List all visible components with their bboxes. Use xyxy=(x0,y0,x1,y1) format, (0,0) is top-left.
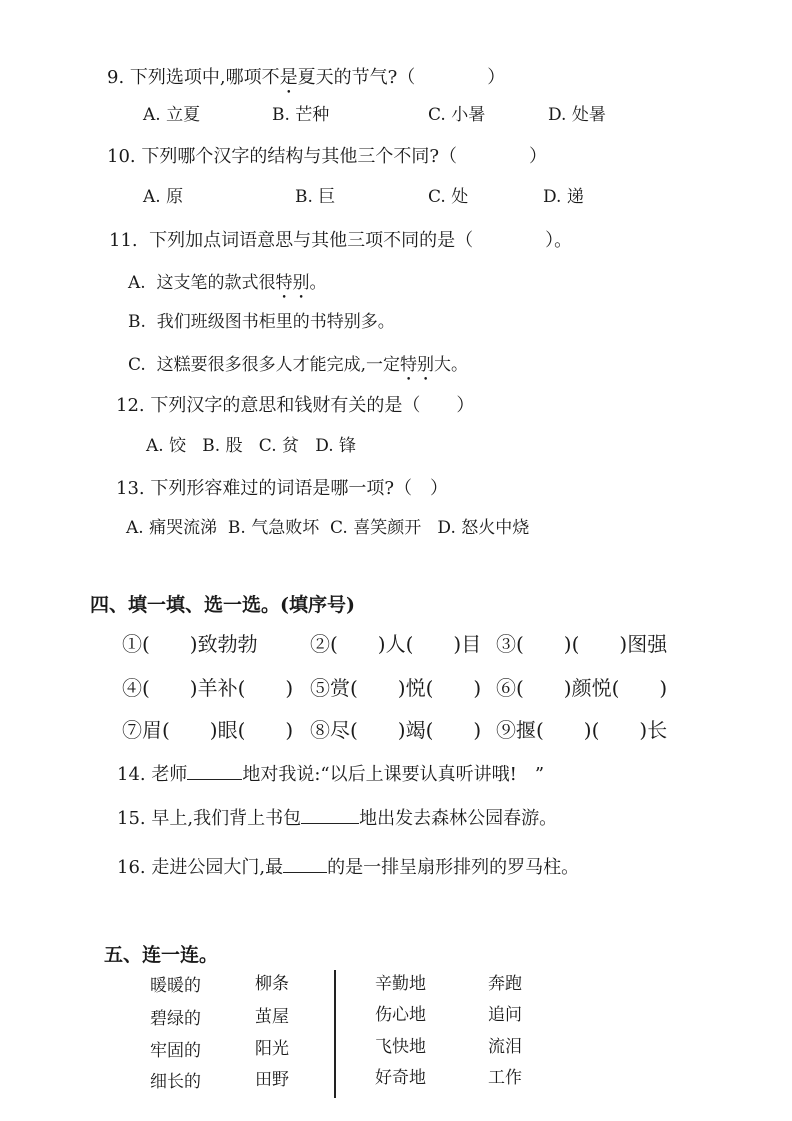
q11-option-c-emphasis: 特别 xyxy=(400,355,435,375)
idiom-3: ③( )( )图强 xyxy=(496,632,668,656)
match-left-2[interactable]: 碧绿的 xyxy=(150,1009,201,1029)
idiom-7: ⑦眉( )眼( ) xyxy=(122,718,294,742)
q13-options: A. 痛哭流涕 B. 气急败坏 C. 喜笑颜开 D. 怒火中烧 xyxy=(126,518,530,538)
idiom-4: ④( )羊补( ) xyxy=(122,676,294,700)
match-left-3[interactable]: 牢固的 xyxy=(150,1041,201,1061)
question-9 xyxy=(107,67,505,98)
idiom-6: ⑥( )颜悦( ) xyxy=(496,676,668,700)
match-adverb-4[interactable]: 好奇地 xyxy=(375,1068,426,1088)
idiom-2: ②( )人( )目 xyxy=(310,632,482,656)
q11-option-b: B. 我们班级图书柜里的书特别多。 xyxy=(128,312,395,332)
q16-blank[interactable] xyxy=(283,858,327,873)
q11-option-c-text: C. 这糕要很多很多人才能完成,一定 xyxy=(128,355,401,375)
q11-option-a xyxy=(128,273,327,303)
idiom-8: ⑧尽( )竭( ) xyxy=(310,718,482,742)
q15-blank[interactable] xyxy=(301,809,359,824)
question-9-text-end: 夏天的节气?（ ） xyxy=(297,67,506,88)
q11-option-a-emphasis: 特别 xyxy=(275,273,310,293)
match-verb-1[interactable]: 奔跑 xyxy=(488,974,522,994)
question-16-text: 16. 走进公园大门,最 xyxy=(117,857,284,878)
question-14-text: 14. 老师 xyxy=(117,764,188,785)
section-5-title: 五、连一连。 xyxy=(104,944,219,966)
idiom-9: ⑨揠( )( )长 xyxy=(496,718,668,742)
q14-blank[interactable] xyxy=(187,765,242,780)
match-noun-4[interactable]: 田野 xyxy=(255,1070,289,1090)
divider-line xyxy=(334,970,336,1098)
question-13: 13. 下列形容难过的词语是哪一项?（ ） xyxy=(116,478,448,499)
match-left-1[interactable]: 暖暖的 xyxy=(150,976,201,996)
q11-option-a-text: A. 这支笔的款式很 xyxy=(128,273,276,293)
match-adverb-3[interactable]: 飞快地 xyxy=(375,1037,426,1057)
question-9-text: 9. 下列选项中,哪项不 xyxy=(107,67,280,88)
match-noun-1[interactable]: 柳条 xyxy=(255,974,289,994)
idiom-1: ①( )致勃勃 xyxy=(122,632,258,656)
match-verb-2[interactable]: 追问 xyxy=(488,1005,522,1025)
question-9-emphasis: 是 xyxy=(279,67,298,88)
match-noun-3[interactable]: 阳光 xyxy=(255,1039,289,1059)
question-14 xyxy=(117,765,544,784)
q10-option-b: B. 巨 xyxy=(295,187,336,207)
match-verb-4[interactable]: 工作 xyxy=(488,1068,522,1088)
q10-option-d: D. 递 xyxy=(543,187,584,207)
question-16 xyxy=(117,858,579,877)
match-noun-2[interactable]: 茧屋 xyxy=(255,1007,289,1027)
question-15 xyxy=(117,809,557,828)
question-11: 11. 下列加点词语意思与其他三项不同的是（ ）。 xyxy=(109,230,573,251)
q11-option-c-end: 大。 xyxy=(434,355,469,375)
q9-option-a: A. 立夏 xyxy=(143,105,201,125)
q12-options: A. 饺 B. 股 C. 贫 D. 锋 xyxy=(146,436,357,456)
q9-option-b: B. 芒种 xyxy=(272,105,330,125)
q11-option-a-end: 。 xyxy=(309,273,327,293)
match-adverb-1[interactable]: 辛勤地 xyxy=(375,974,426,994)
idiom-5: ⑤赏( )悦( ) xyxy=(310,676,482,700)
question-12: 12. 下列汉字的意思和钱财有关的是（ ） xyxy=(116,395,475,416)
question-16-text-end: 的是一排呈扇形排列的罗马柱。 xyxy=(327,857,580,878)
q9-option-d: D. 处暑 xyxy=(548,105,606,125)
q10-option-c: C. 处 xyxy=(428,187,469,207)
match-left-4[interactable]: 细长的 xyxy=(150,1072,201,1092)
q11-option-c xyxy=(128,355,468,385)
section-4-title: 四、填一填、选一选。(填序号) xyxy=(90,594,355,616)
question-15-text: 15. 早上,我们背上书包 xyxy=(117,808,302,829)
question-14-text-end: 地对我说:“以后上课要认真听讲哦! ” xyxy=(242,764,545,785)
question-15-text-end: 地出发去森林公园春游。 xyxy=(359,808,558,829)
match-adverb-2[interactable]: 伤心地 xyxy=(375,1005,426,1025)
q10-option-a: A. 原 xyxy=(143,187,184,207)
q9-option-c: C. 小暑 xyxy=(428,105,486,125)
match-verb-3[interactable]: 流泪 xyxy=(488,1037,522,1057)
question-10: 10. 下列哪个汉字的结构与其他三个不同?（ ） xyxy=(107,146,547,167)
